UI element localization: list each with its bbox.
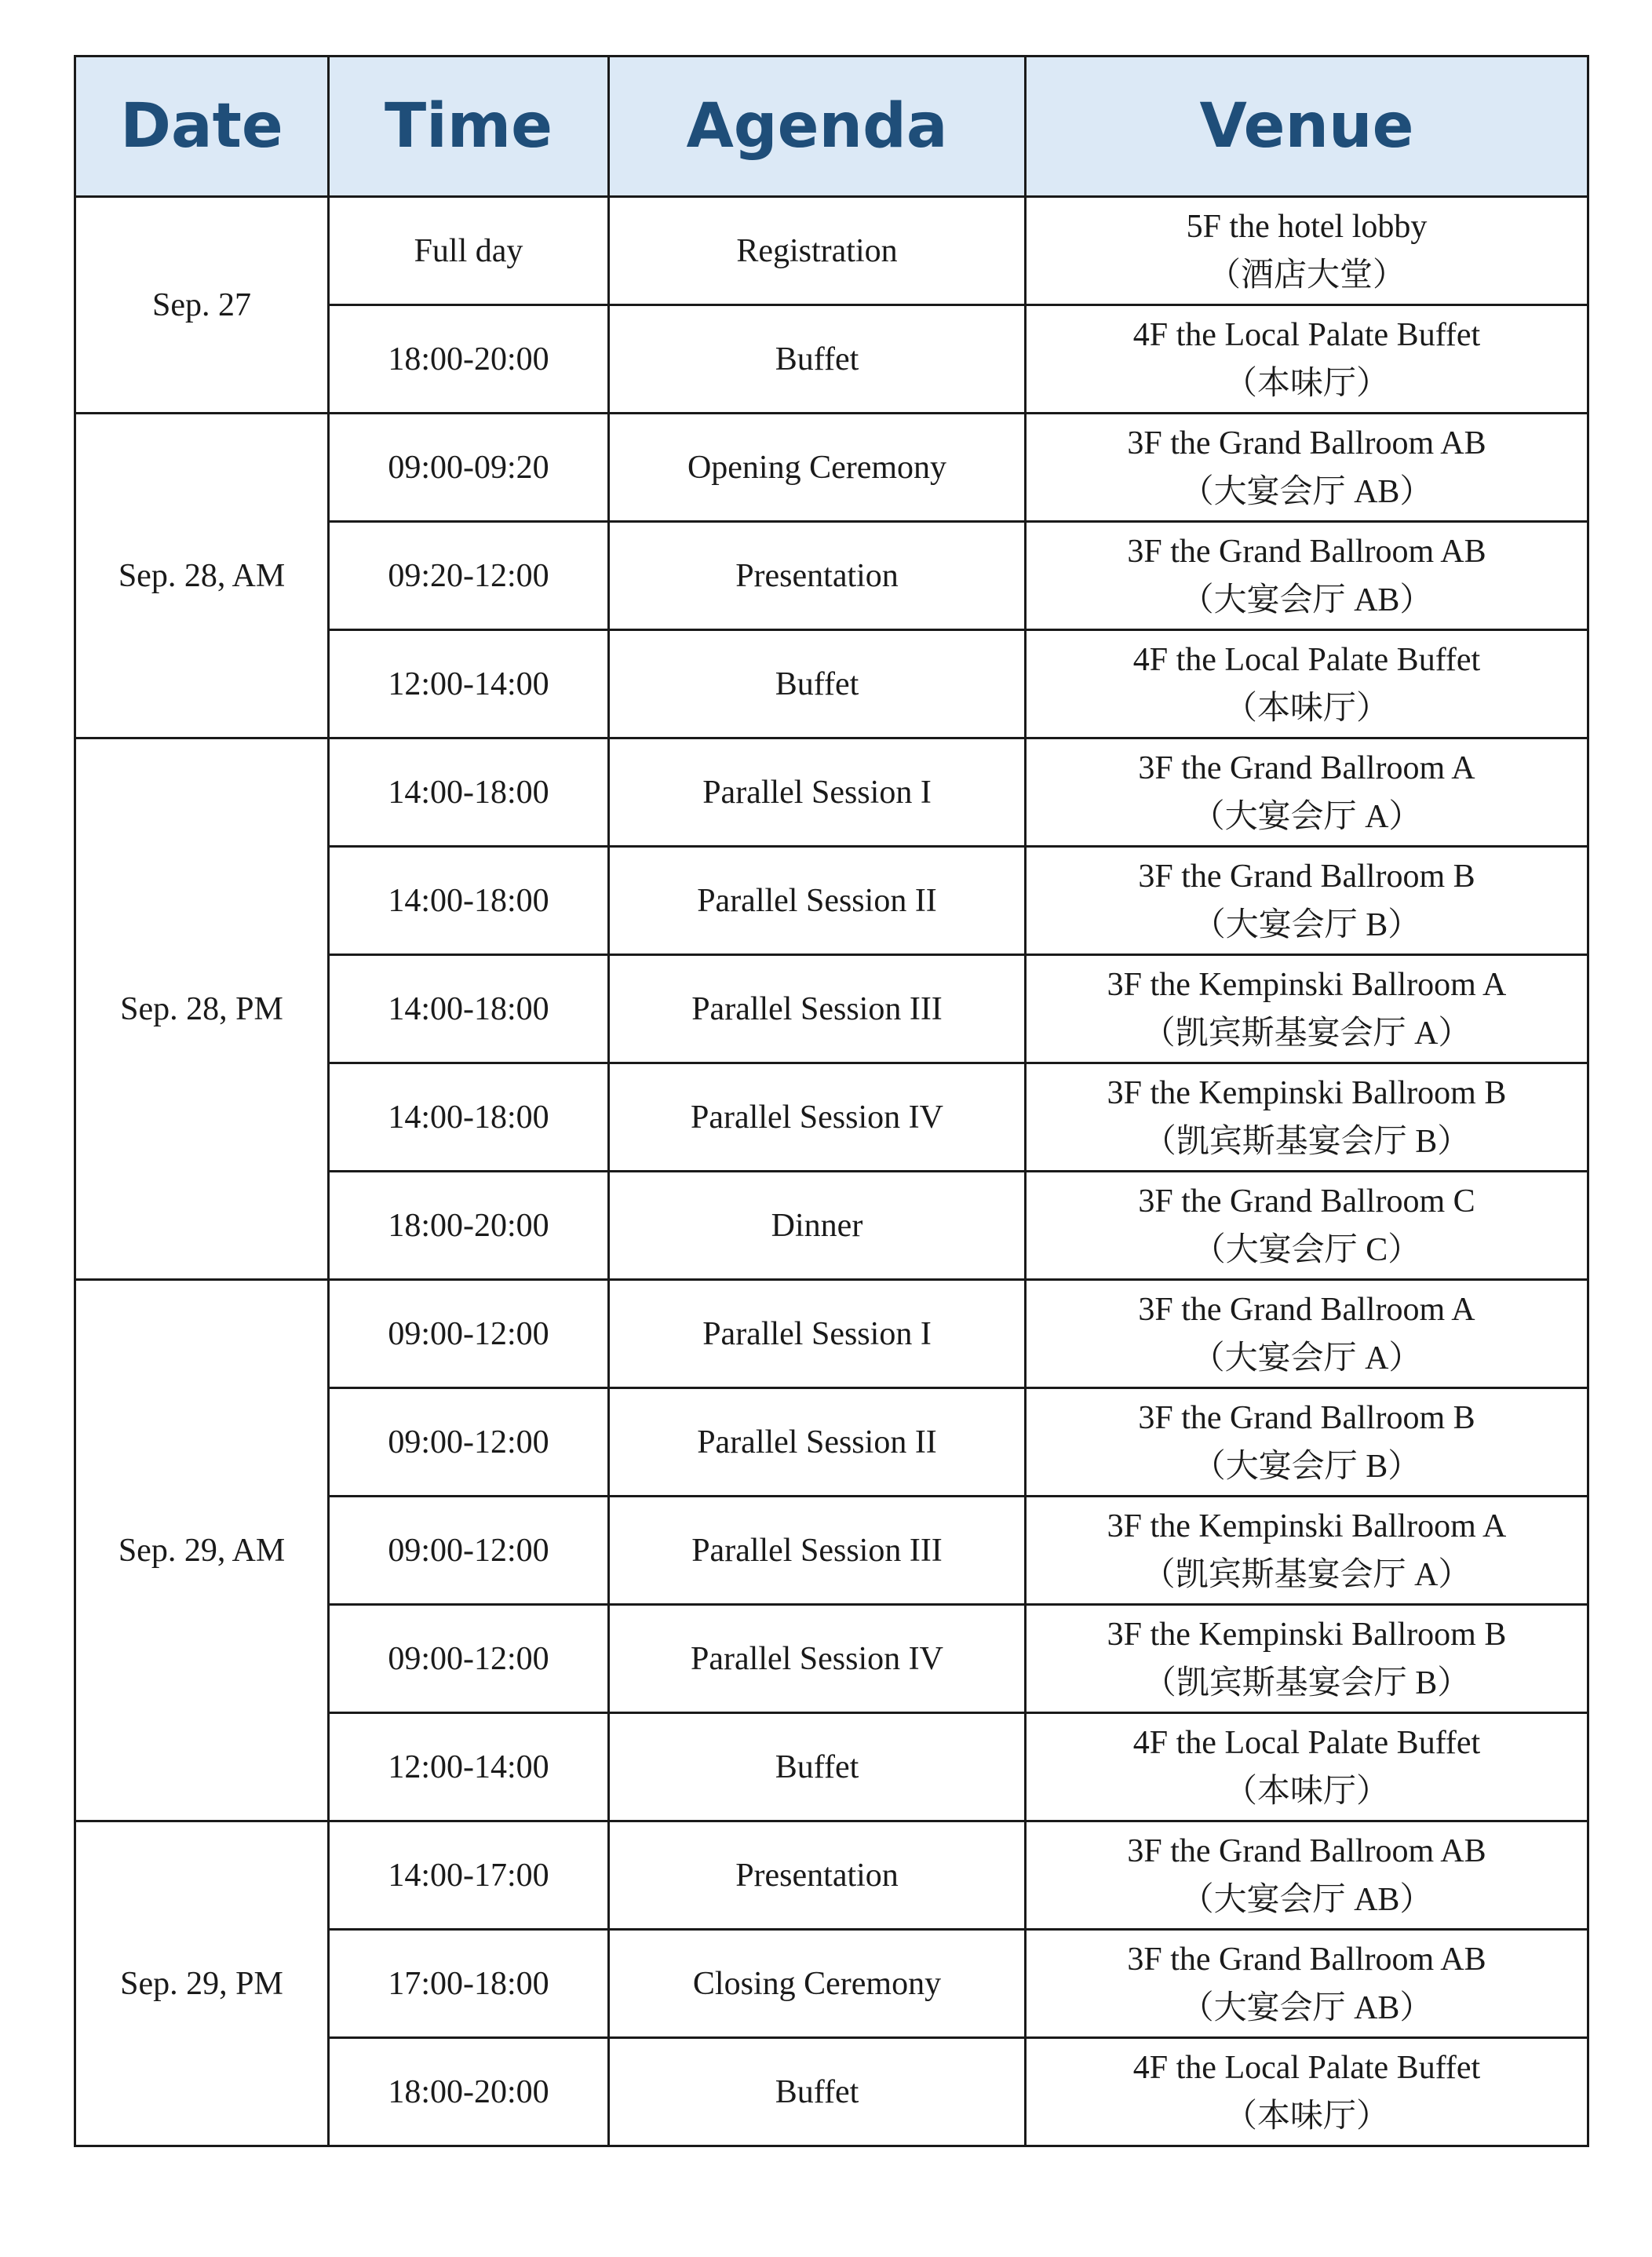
venue-name-en: 3F the Kempinski Ballroom A: [1107, 966, 1507, 1003]
venue-cell: [1026, 847, 1588, 955]
date-cell: Sep. 29, AM: [75, 1280, 329, 1821]
time-cell: 18:00-20:00: [329, 2038, 609, 2146]
time-cell: 09:00-12:00: [329, 1497, 609, 1605]
venue-name-en: 3F the Grand Ballroom AB: [1127, 425, 1486, 461]
venue-name-en: 3F the Grand Ballroom C: [1138, 1183, 1475, 1220]
venue-name-cn: （大宴会厅 A）: [1191, 798, 1422, 835]
venue-name-cn: （本味厅）: [1224, 1773, 1389, 1810]
agenda-body: [75, 197, 1588, 2146]
agenda-cell: Buffet: [609, 630, 1026, 738]
venue-name-cn: （酒店大堂）: [1207, 257, 1406, 294]
agenda-cell: Parallel Session I: [609, 738, 1026, 847]
date-cell: Sep. 27: [75, 197, 329, 414]
header-venue: Venue: [1026, 57, 1588, 197]
venue-name-cn: （凯宾斯基宴会厅 A）: [1142, 1556, 1471, 1593]
agenda-cell: Parallel Session III: [609, 1497, 1026, 1605]
agenda-cell: Buffet: [609, 2038, 1026, 2146]
venue-cell: [1026, 1605, 1588, 1713]
venue-name-cn: （大宴会厅 AB）: [1180, 1989, 1433, 2026]
venue-name-cn: （凯宾斯基宴会厅 A）: [1142, 1015, 1471, 1052]
venue-cell: [1026, 1172, 1588, 1280]
venue-cell: [1026, 1063, 1588, 1172]
venue-name-en: 4F the Local Palate Buffet: [1132, 641, 1481, 678]
venue-name-cn: （大宴会厅 B）: [1192, 906, 1421, 943]
header-row: [75, 57, 1588, 197]
venue-name-cn: （凯宾斯基宴会厅 B）: [1143, 1123, 1471, 1160]
agenda-cell: Presentation: [609, 1821, 1026, 1930]
time-cell: 09:00-12:00: [329, 1605, 609, 1713]
date-cell: Sep. 28, PM: [75, 738, 329, 1280]
agenda-cell: Parallel Session II: [609, 1388, 1026, 1497]
time-cell: 14:00-18:00: [329, 955, 609, 1063]
venue-name-en: 4F the Local Palate Buffet: [1132, 2049, 1481, 2086]
venue-name-en: 3F the Grand Ballroom B: [1138, 858, 1475, 895]
table-row: [75, 738, 1588, 847]
agenda-cell: Parallel Session III: [609, 955, 1026, 1063]
table-row: [75, 1280, 1588, 1388]
venue-name-en: 3F the Grand Ballroom AB: [1127, 1941, 1486, 1978]
venue-cell: [1026, 1388, 1588, 1497]
agenda-cell: Opening Ceremony: [609, 414, 1026, 522]
agenda-cell: Parallel Session I: [609, 1280, 1026, 1388]
time-cell: Full day: [329, 197, 609, 305]
agenda-cell: Buffet: [609, 1713, 1026, 1821]
header-agenda: Agenda: [609, 57, 1026, 197]
venue-name-cn: （本味厅）: [1224, 690, 1389, 727]
time-cell: 09:00-12:00: [329, 1280, 609, 1388]
agenda-cell: Presentation: [609, 522, 1026, 630]
time-cell: 14:00-17:00: [329, 1821, 609, 1930]
venue-name-en: 5F the hotel lobby: [1186, 208, 1428, 245]
time-cell: 09:00-09:20: [329, 414, 609, 522]
header-date: Date: [75, 57, 329, 197]
table-row: [75, 414, 1588, 522]
venue-name-cn: （凯宾斯基宴会厅 B）: [1143, 1664, 1471, 1701]
time-cell: 18:00-20:00: [329, 305, 609, 414]
venue-name-cn: （大宴会厅 A）: [1191, 1340, 1422, 1376]
time-cell: 14:00-18:00: [329, 1063, 609, 1172]
header-time: Time: [329, 57, 609, 197]
venue-name-cn: （大宴会厅 AB）: [1180, 582, 1433, 618]
agenda-cell: Closing Ceremony: [609, 1930, 1026, 2038]
time-cell: 12:00-14:00: [329, 1713, 609, 1821]
venue-cell: [1026, 197, 1588, 305]
venue-name-en: 3F the Kempinski Ballroom A: [1107, 1508, 1507, 1544]
venue-name-cn: （本味厅）: [1224, 2098, 1389, 2135]
time-cell: 12:00-14:00: [329, 630, 609, 738]
agenda-table: [74, 55, 1589, 2147]
venue-name-en: 3F the Grand Ballroom AB: [1127, 533, 1486, 570]
date-cell: Sep. 29, PM: [75, 1821, 329, 2146]
venue-name-en: 3F the Kempinski Ballroom B: [1107, 1616, 1507, 1653]
time-cell: 14:00-18:00: [329, 738, 609, 847]
venue-name-cn: （大宴会厅 AB）: [1180, 1881, 1433, 1918]
venue-name-en: 4F the Local Palate Buffet: [1132, 316, 1481, 353]
venue-name-cn: （大宴会厅 B）: [1192, 1448, 1421, 1485]
date-cell: Sep. 28, AM: [75, 414, 329, 738]
agenda-cell: Buffet: [609, 305, 1026, 414]
venue-name-en: 3F the Grand Ballroom A: [1138, 1291, 1475, 1328]
venue-cell: [1026, 2038, 1588, 2146]
time-cell: 14:00-18:00: [329, 847, 609, 955]
venue-cell: [1026, 305, 1588, 414]
venue-name-en: 3F the Grand Ballroom A: [1138, 749, 1475, 786]
venue-cell: [1026, 1713, 1588, 1821]
venue-cell: [1026, 738, 1588, 847]
time-cell: 17:00-18:00: [329, 1930, 609, 2038]
time-cell: 18:00-20:00: [329, 1172, 609, 1280]
venue-name-en: 4F the Local Palate Buffet: [1132, 1724, 1481, 1761]
agenda-cell: Parallel Session IV: [609, 1605, 1026, 1713]
venue-name-en: 3F the Grand Ballroom B: [1138, 1399, 1475, 1436]
venue-cell: [1026, 1821, 1588, 1930]
venue-cell: [1026, 630, 1588, 738]
agenda-cell: Dinner: [609, 1172, 1026, 1280]
agenda-cell: Parallel Session IV: [609, 1063, 1026, 1172]
agenda-cell: Registration: [609, 197, 1026, 305]
venue-name-en: 3F the Kempinski Ballroom B: [1107, 1074, 1507, 1111]
table-row: [75, 197, 1588, 305]
venue-name-cn: （本味厅）: [1224, 365, 1389, 402]
venue-name-cn: （大宴会厅 AB）: [1180, 473, 1433, 510]
venue-cell: [1026, 414, 1588, 522]
venue-cell: [1026, 522, 1588, 630]
time-cell: 09:00-12:00: [329, 1388, 609, 1497]
agenda-cell: Parallel Session II: [609, 847, 1026, 955]
venue-cell: [1026, 1497, 1588, 1605]
venue-name-cn: （大宴会厅 C）: [1192, 1231, 1421, 1268]
venue-cell: [1026, 955, 1588, 1063]
table-row: [75, 1821, 1588, 1930]
venue-cell: [1026, 1930, 1588, 2038]
venue-cell: [1026, 1280, 1588, 1388]
time-cell: 09:20-12:00: [329, 522, 609, 630]
venue-name-en: 3F the Grand Ballroom AB: [1127, 1832, 1486, 1869]
